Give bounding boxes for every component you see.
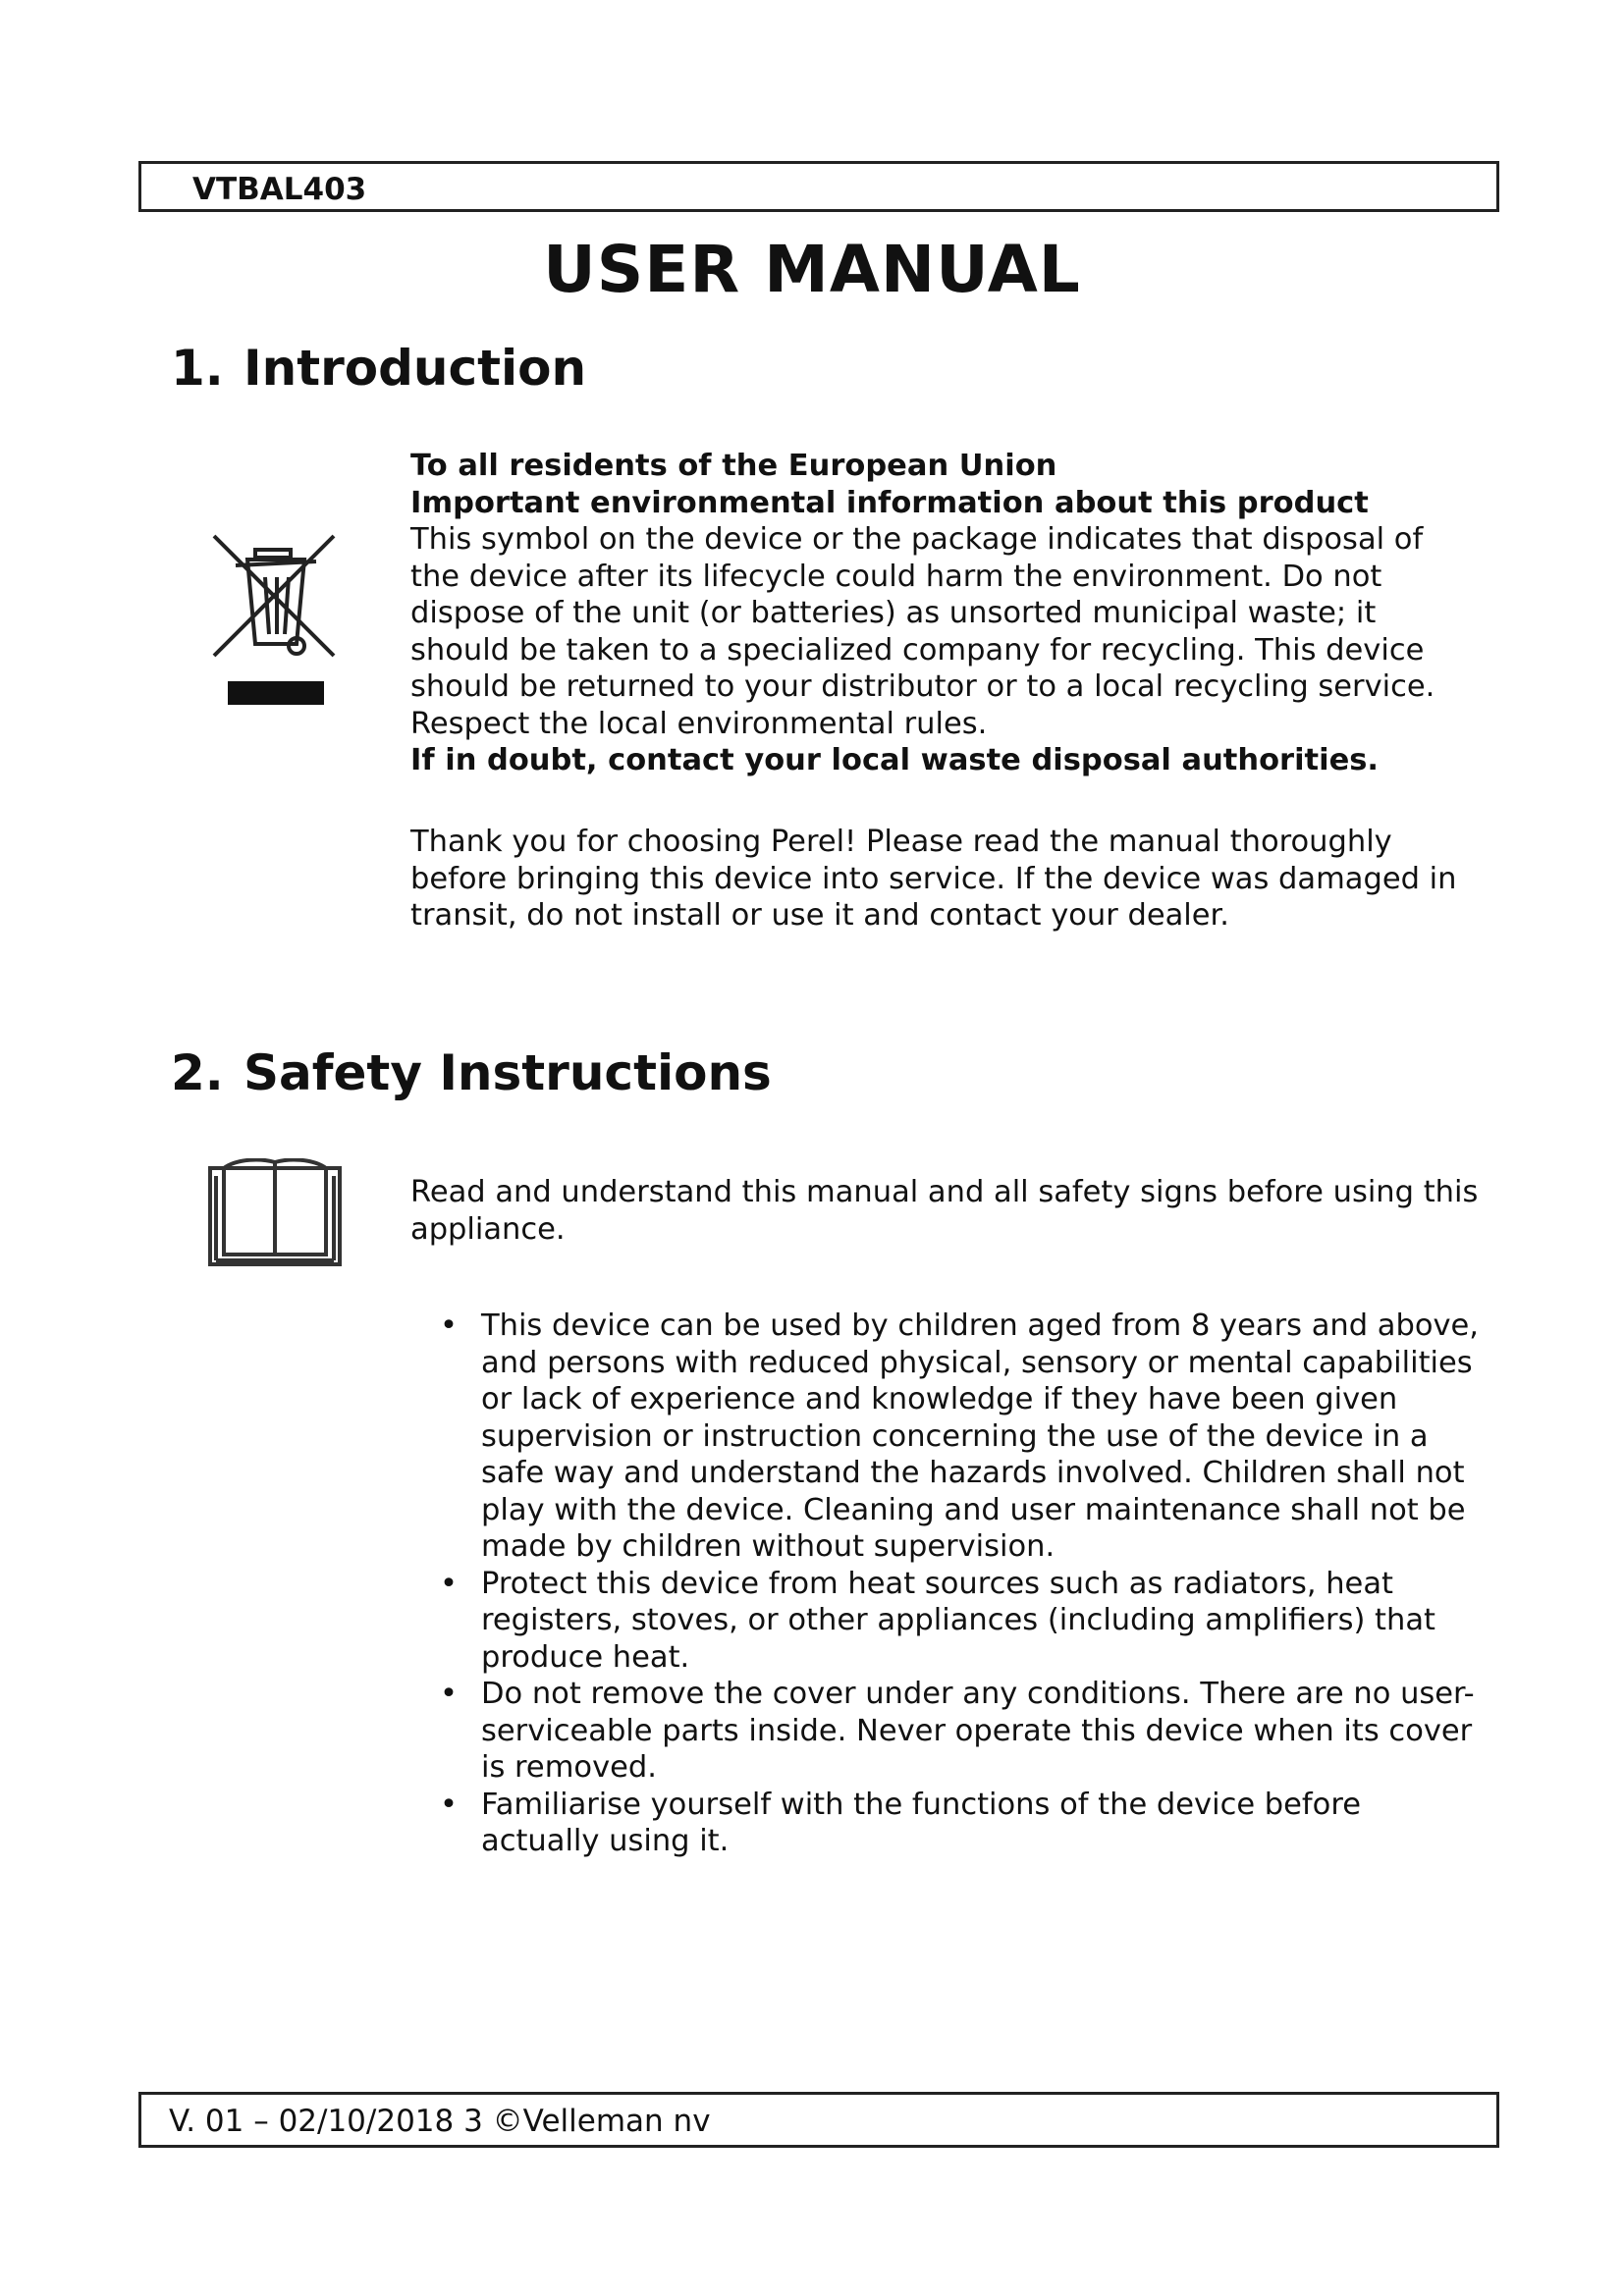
model-header-box [138, 161, 1499, 212]
safety-bullet [410, 1787, 1481, 1860]
open-book-icon [206, 1158, 344, 1268]
safety-bullet [410, 1308, 1481, 1566]
bullet-text: This device can be used by children aged from 8 years and above, and persons with reduced physical, sensory or mental capabilities or lack of experience and knowledge if they have been given supervision or instruction concerning the use of the device in a safe way and understand the hazards involved. Children shall not play with the device. Cleaning and user maintenance shall not be made by children without supervision. [481, 1308, 1479, 1564]
safety-bullet [410, 1566, 1481, 1677]
weee-heading-environment: Important environmental information about this product [410, 485, 1369, 520]
weee-heading-eu: To all residents of the European Union [410, 449, 1057, 483]
bullet-text: Protect this device from heat sources such as radiators, heat registers, stoves, or other appliances (including amplifiers) that produce heat. [481, 1566, 1435, 1675]
bullet-text: Do not remove the cover under any conditions. There are no user-serviceable parts inside. Never operate this device when its cover is removed. [481, 1677, 1475, 1785]
bullet-marker: • [440, 1566, 458, 1601]
section-number: 1. [171, 340, 224, 397]
thank-you-text: Thank you for choosing Perel! Please read the manual thoroughly before bringing this device into service. If the device was damaged in transit, do not install or use it and contact your dealer. [410, 825, 1457, 933]
weee-doubt-notice: If in doubt, contact your local waste disposal authorities. [410, 743, 1380, 777]
section-title: Introduction [244, 340, 587, 397]
bullet-marker: • [440, 1308, 458, 1343]
section-heading-introduction [171, 340, 586, 397]
bullet-marker: • [440, 1787, 458, 1822]
footer-box [138, 2092, 1499, 2148]
footer-version-text: V. 01 – 02/10/2018 3 ©Velleman nv [169, 2104, 711, 2139]
thank-you-paragraph [410, 824, 1481, 934]
weee-body: This symbol on the device or the package indicates that disposal of the device after its lifecycle could harm the environment. Do not dispose of the unit (or batteries) as unsorted municipal waste; it should be taken to a specialized company for recycling. This device should be returned to your distributor or to a local recycling service. Respect the local environmental rules. [410, 522, 1435, 741]
crossed-out-wheelie-bin-icon [210, 528, 342, 707]
model-number: VTBAL403 [192, 172, 367, 207]
read-manual-notice [410, 1174, 1481, 1248]
page-title: USER MANUAL [543, 232, 1081, 307]
bullet-text: Familiarise yourself with the functions of the device before actually using it. [481, 1787, 1361, 1858]
bullet-marker: • [440, 1677, 458, 1711]
section-title: Safety Instructions [244, 1044, 772, 1101]
section-number: 2. [171, 1044, 224, 1101]
weee-notice [410, 448, 1481, 779]
section-heading-safety-instructions [171, 1044, 772, 1101]
safety-bullet-list [410, 1308, 1481, 1860]
safety-bullet [410, 1676, 1481, 1787]
read-manual-text: Read and understand this manual and all safety signs before using this appliance. [410, 1175, 1479, 1247]
